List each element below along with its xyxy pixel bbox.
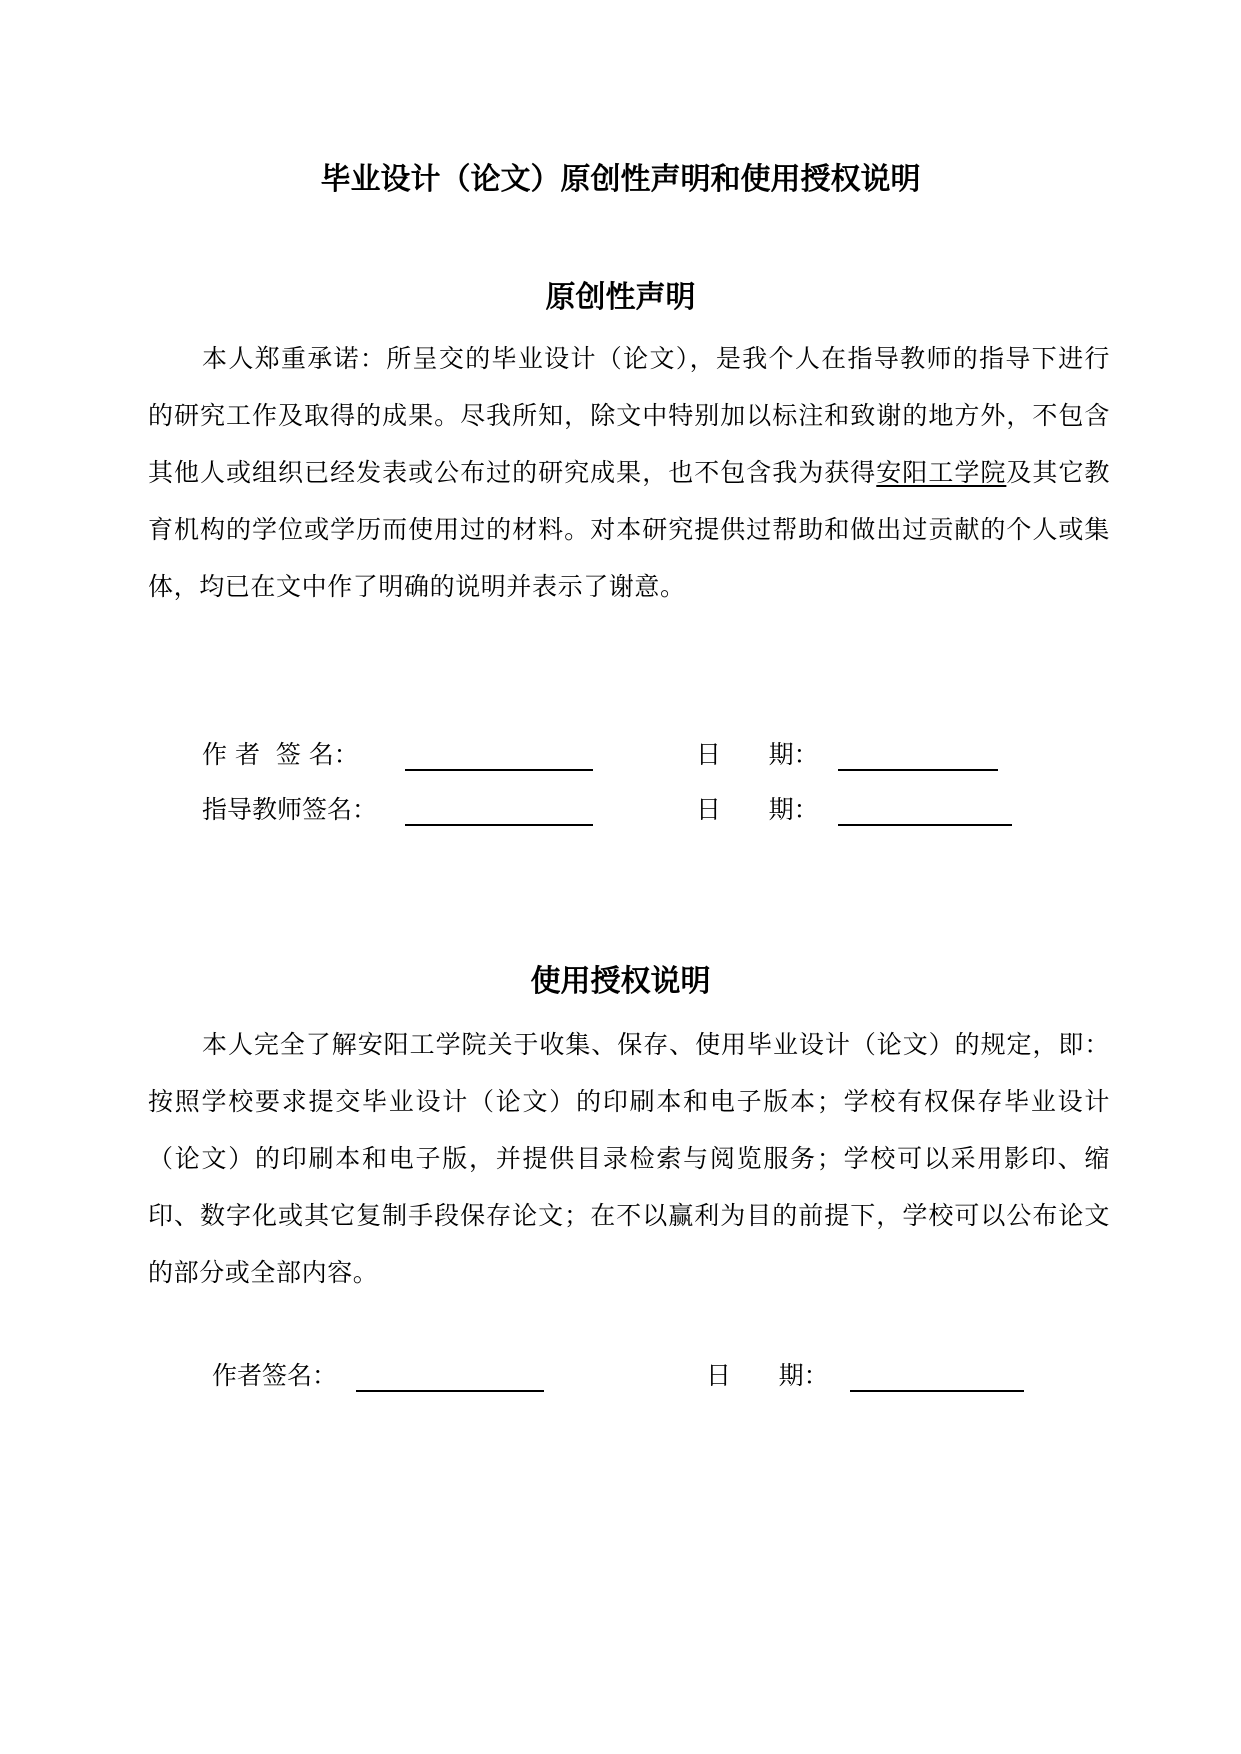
authorization-paragraph: 本人完全了解安阳工学院关于收集、保存、使用毕业设计（论文）的规定，即：按照学校要求提交毕业设计（论文）的印刷本和电子版本；学校有权保存毕业设计（论文）的印刷本和电子版，并提供目录检索与阅览服务；学校可以采用影印、缩印、数字化或其它复制手段保存论文；在不以赢利为目的前提下，学校可以公布论文的部分或全部内容。 xyxy=(148,1030,1110,1287)
author-signature-label: 作 者 签 名： xyxy=(202,740,359,769)
authorization-date-field[interactable] xyxy=(850,1390,1024,1392)
authorization-signature-label: 作者签名： xyxy=(212,1361,338,1390)
advisor-date-field[interactable] xyxy=(838,824,1012,826)
authorization-heading: 使用授权说明 xyxy=(530,964,711,999)
advisor-signature-label: 指导教师签名： xyxy=(202,795,378,824)
advisor-date-label: 日 期： xyxy=(696,795,819,824)
originality-text-before: 本人郑重承诺：所呈交的毕业设计（论文），是我个人在指导教师的指导下进行的研究工作及取得的成果。尽我所知，除文中特别加以标注和致谢的地方外，不包含其他人或组织已经发表或公布过的研究成果，也不包含我为获得 xyxy=(148,344,1110,487)
authorization-signature-row xyxy=(0,1356,1241,1396)
originality-paragraph xyxy=(148,330,1110,615)
advisor-signature-row xyxy=(0,790,1241,830)
originality-heading: 原创性声明 xyxy=(545,280,696,315)
school-name: 安阳工学院 xyxy=(876,458,1007,487)
originality-text-after: 及其它教育机构的学位或学历而使用过的材料。对本研究提供过帮助和做出过贡献的个人或集体，均已在文中作了明确的说明并表示了谢意。 xyxy=(148,458,1110,601)
author-date-field[interactable] xyxy=(838,769,998,771)
author-date-label: 日 期： xyxy=(696,740,819,769)
authorization-signature-field[interactable] xyxy=(356,1390,544,1392)
document-title: 毕业设计（论文）原创性声明和使用授权说明 xyxy=(320,162,921,197)
authorization-date-label: 日 期： xyxy=(706,1361,829,1390)
author-signature-row xyxy=(0,735,1241,775)
advisor-signature-field[interactable] xyxy=(405,824,593,826)
author-signature-field[interactable] xyxy=(405,769,593,771)
